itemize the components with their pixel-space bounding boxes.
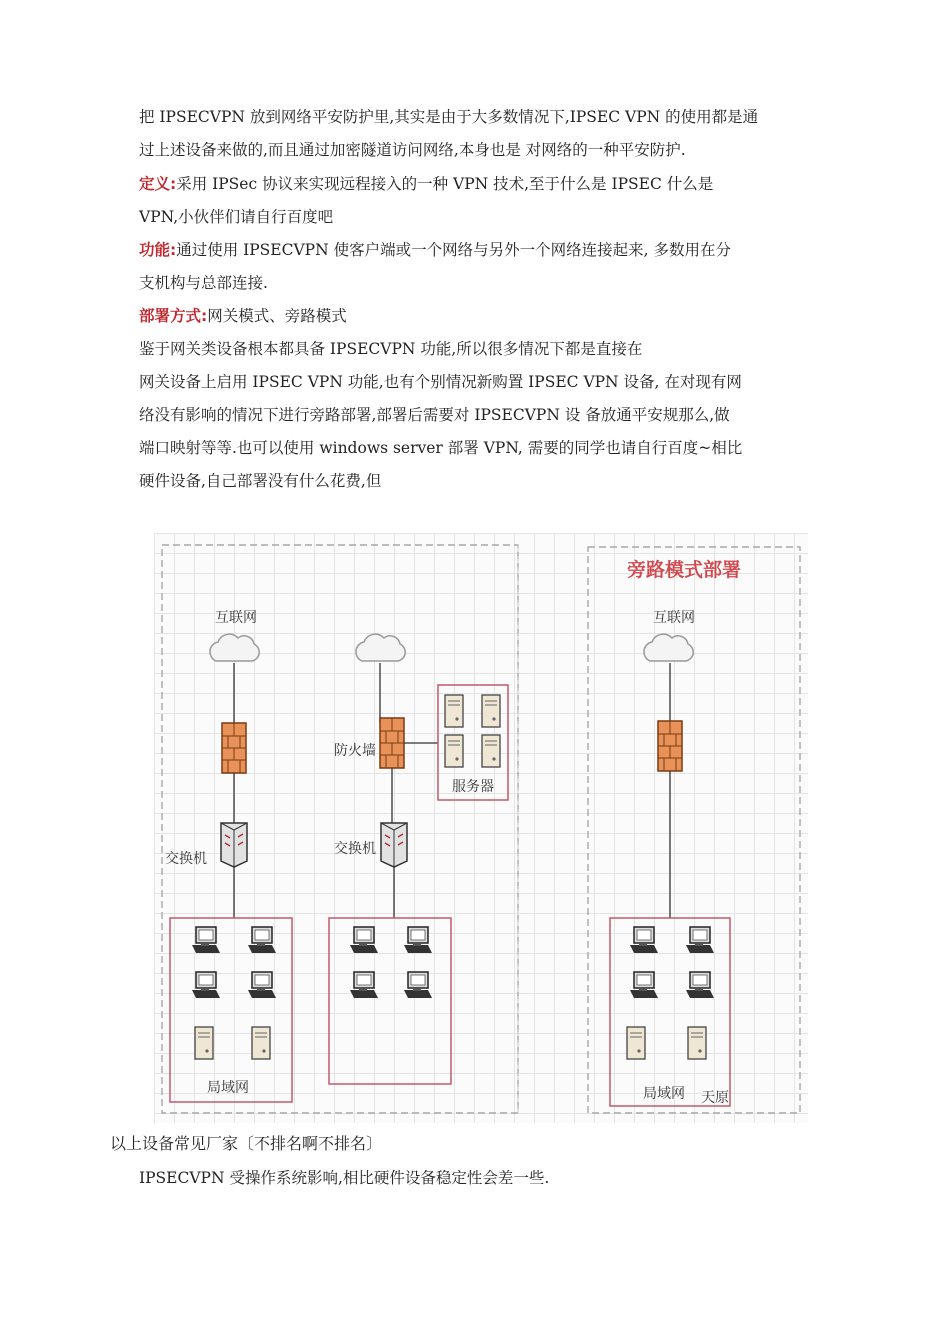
firewall-label: 防火墙 (334, 743, 376, 759)
intro-paragraph (139, 101, 829, 167)
lan-label-left: 局域网 (207, 1080, 249, 1096)
body-line-2: 网关设备上启用 IPSEC VPN 功能,也有个别情况新购置 IPSEC VPN 设备, 在对现有网 (139, 373, 742, 391)
servers-label: 服务器 (452, 779, 494, 795)
server-icon (688, 1027, 706, 1059)
internet-label-right: 互联网 (653, 610, 695, 626)
function-line-2: 支机构与总部连接. (139, 274, 268, 292)
switch-icon (381, 823, 407, 867)
pc-icon (404, 972, 432, 998)
server-icon (195, 1027, 213, 1059)
deployment-label: 部署方式: (139, 307, 208, 325)
definition-line-2: VPN,小伙伴们请自行百度吧 (139, 208, 334, 226)
bypass-title: 旁路模式部署 (626, 559, 742, 581)
pc-icon (192, 927, 220, 953)
pc-icon (350, 927, 378, 953)
function-line-1: 通过使用 IPSECVPN 使客户端或一个网络与另外一个网络连接起来, 多数用在分 (176, 241, 731, 259)
body-line-4: 端口映射等等.也可以使用 windows server 部署 VPN, 需要的同学也请自行百度~相比 (139, 439, 743, 457)
pc-icon (686, 972, 714, 998)
server-icon (482, 695, 500, 727)
vendors-line: 以上设备常见厂家〔不排名啊不排名〕 (110, 1134, 383, 1153)
definition-paragraph (139, 168, 829, 234)
pc-icon (686, 927, 714, 953)
function-paragraph (139, 234, 829, 300)
server-icon (445, 735, 463, 767)
pc-icon (404, 927, 432, 953)
definition-label: 定义: (139, 175, 177, 193)
cloud-icon (210, 634, 259, 661)
note-line: IPSECVPN 受操作系统影响,相比硬件设备稳定性会差一些. (139, 1169, 550, 1187)
lan-label-right: 局域网 (643, 1086, 685, 1102)
switch-icon (221, 823, 247, 867)
intro-line-1: 把 IPSECVPN 放到网络平安防护里,其实是由于大多数情况下,IPSEC VPN 的使用都是通 (139, 108, 759, 126)
firewall-icon (658, 721, 682, 771)
pc-icon (192, 972, 220, 998)
network-diagram (154, 533, 808, 1123)
server-icon (252, 1027, 270, 1059)
cloud-icon (644, 634, 693, 661)
pc-icon (630, 927, 658, 953)
firewall-icon (380, 718, 404, 768)
internet-label-left: 互联网 (215, 610, 257, 626)
pc-icon (248, 927, 276, 953)
server-icon (445, 695, 463, 727)
definition-line-1: 采用 IPSec 协议来实现远程接入的一种 VPN 技术,至于什么是 IPSEC 什么是 (176, 175, 714, 193)
server-icon (627, 1027, 645, 1059)
body-line-5: 硬件设备,自己部署没有什么花费,但 (139, 472, 382, 490)
deployment-paragraph (139, 300, 829, 333)
pc-icon (630, 972, 658, 998)
function-label: 功能: (139, 241, 177, 259)
server-icon (482, 735, 500, 767)
pc-icon (248, 972, 276, 998)
intro-line-2: 过上述设备来做的,而且通过加密隧道访问网络,本身也是 对网络的一种平安防护. (139, 141, 686, 159)
watermark: 天原 (701, 1090, 729, 1106)
body-paragraph (139, 333, 829, 498)
pc-icon (350, 972, 378, 998)
firewall-icon (222, 723, 246, 773)
cloud-icon (356, 634, 405, 661)
switch-label-mid: 交换机 (334, 841, 376, 857)
deployment-text: 网关模式、旁路模式 (207, 307, 347, 325)
switch-label-left: 交换机 (165, 851, 207, 867)
body-line-1: 鉴于网关类设备根本都具备 IPSECVPN 功能,所以很多情况下都是直接在 (139, 340, 643, 358)
body-line-3: 络没有影响的情况下进行旁路部署,部署后需要对 IPSECVPN 设 备放通平安规那么,做 (139, 406, 730, 424)
